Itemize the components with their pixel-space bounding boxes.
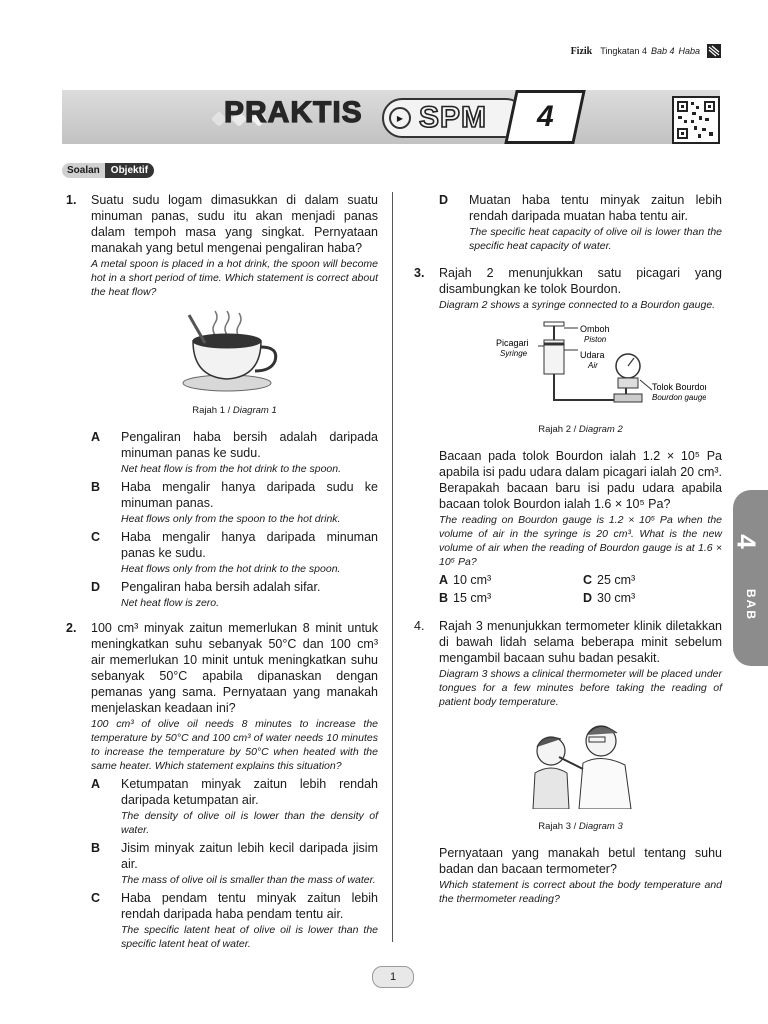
right-column <box>414 192 722 912</box>
diagram-1-caption: Rajah 1 / Diagram 1 <box>192 405 277 416</box>
left-column <box>66 192 378 957</box>
praktis-spm-banner <box>62 90 720 144</box>
question-text-en-2: Which statement is correct about the body temperature and the thermometer reading? <box>439 879 722 905</box>
option-b[interactable]: B Jisim minyak zaitun lebih kecil daripada jisim air. The mass of olive oil is smaller than the mass of water. <box>91 841 378 886</box>
diagram-3-caption: Rajah 3 / Diagram 3 <box>538 821 623 832</box>
label-udara: Udara <box>579 350 605 360</box>
page-header <box>470 40 722 62</box>
question-text-ms: Suatu sudu logam dimasukkan di dalam suatu minuman panas, sudu itu akan menjadi panas dalam tempoh masa yang singkat. Pernyataan manakah yang betul mengenai pengaliran haba? <box>91 193 378 255</box>
chapter-number: 4 <box>536 100 554 133</box>
question-number: 3. <box>414 266 425 280</box>
question-text-en-2: The reading on Bourdon gauge is 1.2 × 10⁵ Pa when the volume of air in the syringe is 20 cm³. What is the new volume of air when the reading of Bourdon gauge is at 1.6 × 10⁵ Pa? <box>439 514 722 568</box>
chapter-label: Bab 4 <box>650 46 675 56</box>
label-omboh: Omboh <box>579 324 610 334</box>
page-number: 1 <box>372 966 414 988</box>
option-c[interactable]: 25 cm³ <box>597 573 636 587</box>
chapter-title: Haba <box>678 46 700 56</box>
option-c[interactable]: C Haba mengalir hanya daripada minuman panas ke sudu. Heat flows only from the hot drink to the spoon. <box>91 530 378 575</box>
option-a[interactable]: A Pengaliran haba bersih adalah daripada minuman panas ke sudu. Net heat flow is from the hot drink to the spoon. <box>91 430 378 475</box>
option-b[interactable]: 15 cm³ <box>453 591 492 605</box>
label-picagari: Picagari <box>495 338 529 348</box>
question-4 <box>414 618 722 906</box>
option-a[interactable]: 10 cm³ <box>453 573 492 587</box>
column-divider <box>392 192 393 942</box>
section-tag-soalan: Soalan <box>62 163 105 178</box>
question-number: 2. <box>66 621 77 635</box>
question-1 <box>66 192 378 610</box>
question-text-ms: 100 cm³ minyak zaitun memerlukan 8 minit untuk meningkatkan suhu sebanyak 50°C dan 100 cm³ air memerlukan 10 minit untuk meningkatkan suhu sebanyak 50°C apabila dipanaskan dengan pemanas yang sama. Pernyataan yang manakah menjelaskan keadaan ini? <box>91 621 378 715</box>
option-b[interactable]: B Haba mengalir hanya daripada sudu ke minuman panas. Heat flows only from the spoon to the hot drink. <box>91 480 378 525</box>
diagram-1 <box>91 307 378 397</box>
section-tag-objektif: Objektif <box>105 163 154 178</box>
label-piston: Piston <box>583 335 606 344</box>
option-a[interactable]: A Ketumpatan minyak zaitun lebih rendah daripada ketumpatan air. The density of olive oil is lower than the density of water. <box>91 777 378 836</box>
question-text-ms: Rajah 2 menunjukkan satu picagari yang disambungkan ke tolok Bourdon. <box>439 266 722 296</box>
question-2-continued <box>414 192 722 253</box>
qr-code-icon[interactable] <box>672 96 720 144</box>
spm-label: SPM <box>419 101 488 134</box>
label-tolok-bourdon: Tolok Bourdon <box>651 382 706 392</box>
chapter-number-box <box>504 90 585 144</box>
option-d[interactable]: 30 cm³ <box>597 591 636 605</box>
option-a-letter: A <box>439 573 449 587</box>
form-label: Tingkatan 4 <box>600 46 647 56</box>
diagram-2-caption: Rajah 2 / Diagram 2 <box>538 424 623 435</box>
option-d[interactable]: D Pengaliran haba bersih adalah sifar. Net heat flow is zero. <box>91 580 321 609</box>
subject-label: Fizik <box>570 45 593 57</box>
book-icon <box>706 43 722 59</box>
question-text-ms-2: Pernyataan yang manakah betul tentang suhu badan dan bacaan termometer? <box>439 846 722 876</box>
label-syringe: Syringe <box>499 349 527 358</box>
option-c[interactable]: C Haba pendam tentu minyak zaitun lebih rendah daripada haba pendam tentu air. The specific latent heat of olive oil is lower than the specific latent heat of water. <box>91 891 378 950</box>
side-tab-label: BAB <box>744 589 758 621</box>
question-text-ms-2: Bacaan pada tolok Bourdon ialah 1.2 × 10⁵ Pa apabila isi padu udara dalam picagari ialah 20 cm³. Berapakah bacaan baru isi padu udara apabila bacaan tolok Bourdon ialah 1.6 × 10⁵ Pa? <box>439 449 722 511</box>
clinical-thermometer-illustration <box>521 717 641 809</box>
section-tag <box>62 162 154 178</box>
option-d-letter: D <box>583 591 593 605</box>
question-text-en: Diagram 3 shows a clinical thermometer will be placed under tongues for a few minutes before taking the reading of patient body temperature. <box>439 668 722 708</box>
question-text-en: A metal spoon is placed in a hot drink, the spoon will become hot in a short period of time. Which statement is correct about the heat flow? <box>91 258 378 298</box>
question-text-en: Diagram 2 shows a syringe connected to a Bourdon gauge. <box>439 299 716 311</box>
hot-drink-cup-illustration <box>175 307 295 393</box>
option-d[interactable]: D Muatan haba tentu minyak zaitun lebih rendah daripada muatan haba tentu air. The specific heat capacity of olive oil is lower than the specific heat capacity of water. <box>439 193 722 252</box>
option-b-letter: B <box>439 591 449 605</box>
label-air: Air <box>587 361 598 370</box>
play-icon: ▶ <box>389 107 411 129</box>
question-3 <box>414 265 722 606</box>
diagram-2 <box>439 320 722 416</box>
question-2 <box>66 620 378 951</box>
label-bourdon-gauge: Bourdon gauge <box>651 393 706 402</box>
chapter-side-tab <box>733 490 768 666</box>
question-text-ms: Rajah 3 menunjukkan termometer klinik diletakkan di bawah lidah selama beberapa minit sebelum mengambil bacaan suhu badan pesakit. <box>439 619 722 665</box>
praktis-title: PRAKTIS <box>224 96 363 129</box>
spm-badge <box>382 98 526 138</box>
syringe-bourdon-gauge-diagram <box>456 320 706 412</box>
question-number: 4. <box>414 619 425 633</box>
question-number: 1. <box>66 193 77 207</box>
side-tab-number: 4 <box>731 534 762 549</box>
question-text-en: 100 cm³ of olive oil needs 8 minutes to increase the temperature by 50°C and 100 cm³ of water needs 10 minutes to increase the temperature by 50°C when heated with the same heater. Which statement explains this situation? <box>91 718 378 772</box>
answer-options <box>439 572 722 606</box>
diagram-3 <box>439 717 722 813</box>
option-c-letter: C <box>583 573 593 587</box>
